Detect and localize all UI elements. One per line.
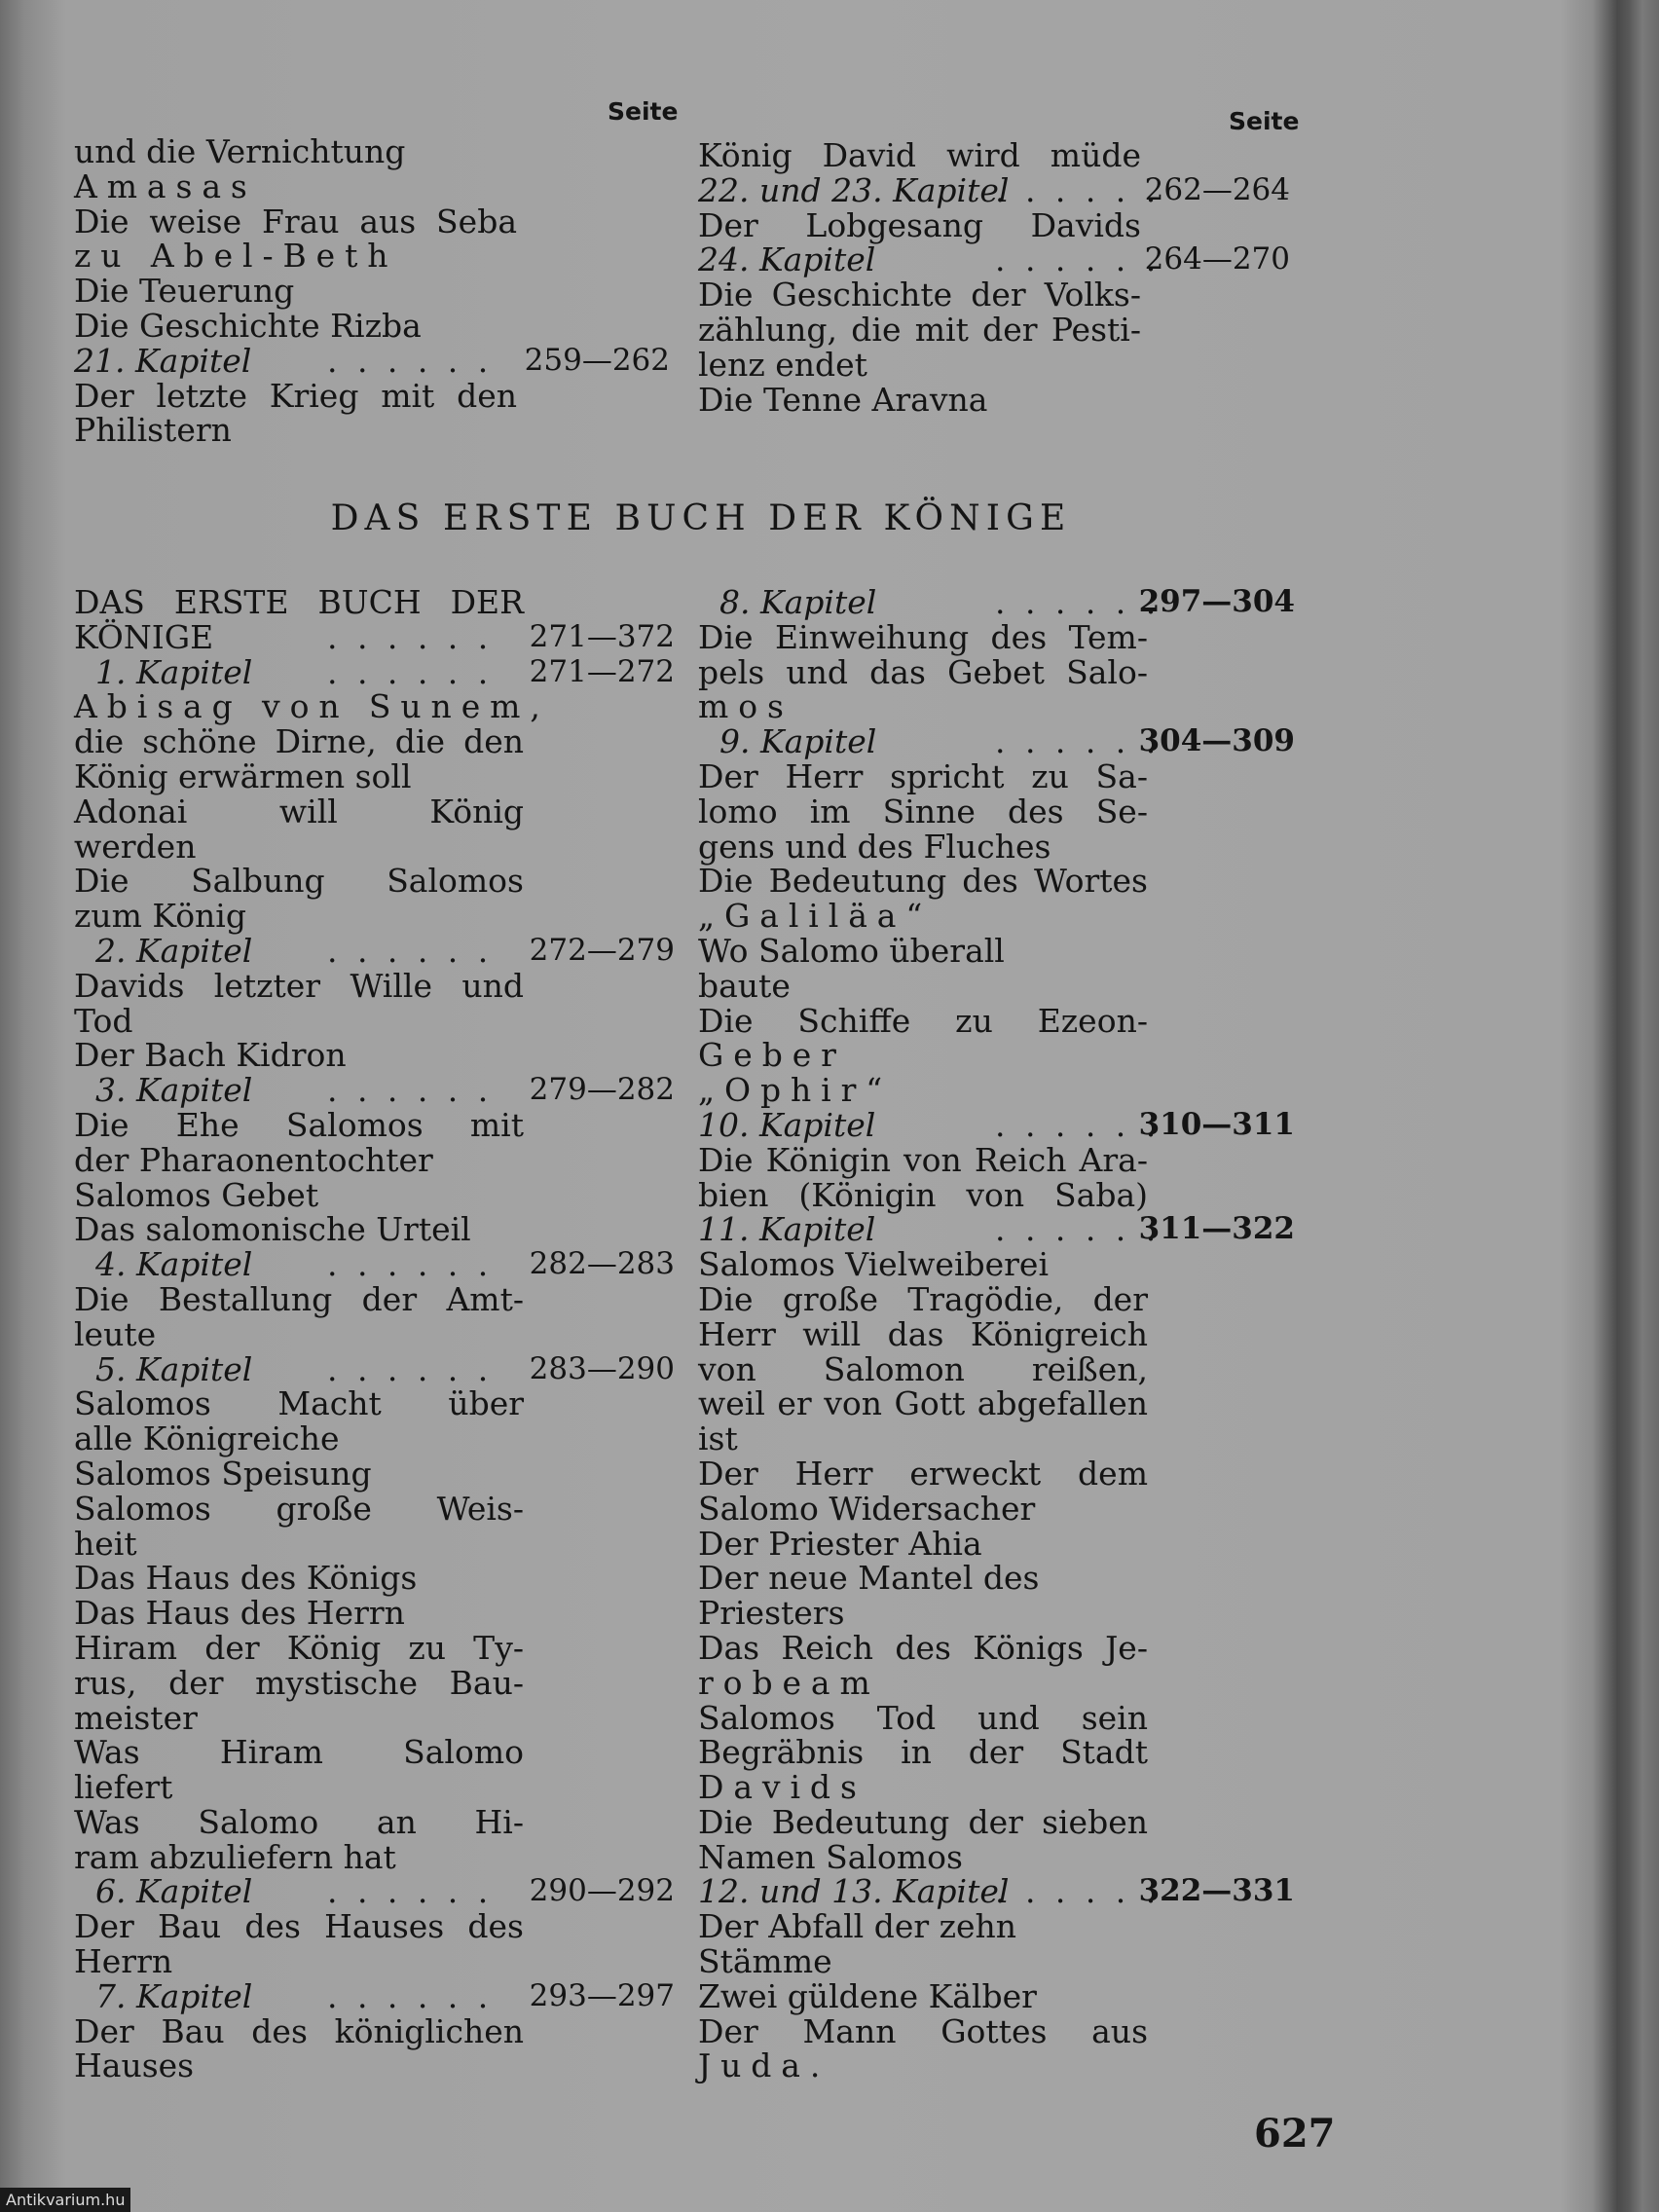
entry-text: Davids letzter Wille und [74, 966, 524, 1005]
page-range: 262—264 [1144, 171, 1290, 207]
entry-text: Die Schiffe zu Ezeon- [698, 1001, 1148, 1040]
toc-entry [698, 1175, 1295, 1214]
page-range: 290—292 [529, 1873, 675, 1909]
toc-entry [74, 1802, 675, 1841]
toc-entry [698, 827, 1295, 866]
chapter-label: 4. Kapitel [95, 1245, 253, 1284]
entry-text: Der Priester Ahia [698, 1524, 982, 1563]
toc-entry [698, 1140, 1295, 1179]
entry-text: Salomos Vielweiberei [698, 1245, 1050, 1284]
entry-text: Salomos Tod und sein [698, 1698, 1148, 1737]
entry-text: bien (Königin von Saba) [698, 1175, 1148, 1214]
toc-entry [698, 1976, 1295, 2015]
toc-entry [74, 1073, 675, 1108]
entry-text: zum König [74, 897, 246, 936]
toc-entry [698, 794, 1295, 830]
toc-entry [74, 585, 675, 620]
toc-entry [74, 1140, 675, 1179]
toc-entry [698, 345, 1290, 384]
entry-text: lomo im Sinne des Se- [698, 792, 1148, 830]
toc-entry [698, 1628, 1295, 1667]
entry-text: robeam [698, 1663, 880, 1702]
toc-entry [74, 1212, 675, 1247]
leader-dots: ...... [995, 240, 1176, 279]
toc-entry [698, 1349, 1295, 1388]
toc-entry [74, 134, 670, 169]
entry-text: Der Herr erweckt dem [698, 1454, 1148, 1493]
toc-entry [74, 1349, 675, 1388]
toc-entry [74, 166, 670, 205]
entry-text: Zwei güldene Kälber [698, 1976, 1037, 2015]
toc-entry [74, 1944, 675, 1979]
entry-text: Der Bau des Hauses des [74, 1907, 524, 1946]
entry-text: Hauses [74, 2046, 195, 2085]
toc-entry [74, 1770, 675, 1805]
toc-entry [698, 617, 1295, 656]
toc-entry [74, 617, 675, 656]
leader-dots: ...... [327, 931, 508, 970]
toc-entry [698, 1909, 1295, 1944]
toc-entry [698, 1386, 1295, 1421]
page-range: 297—304 [1138, 584, 1295, 619]
toc-entry [698, 242, 1290, 277]
entry-text: Namen Salomos [698, 1837, 963, 1876]
toc-entry [74, 1874, 675, 1909]
toc-entry [698, 1770, 1295, 1805]
toc-entry [698, 585, 1295, 620]
toc-entry [698, 724, 1295, 759]
entry-text: werden [74, 827, 197, 866]
entry-text: Die große Tragödie, der [698, 1279, 1148, 1318]
toc-entry [698, 864, 1295, 899]
entry-text: Der Bach Kidron [74, 1036, 347, 1075]
chapter-label: 9. Kapitel [719, 722, 877, 761]
toc-entry [74, 1386, 675, 1421]
page-range: 271—272 [529, 653, 675, 689]
toc-entry [74, 1976, 675, 2015]
toc-entry [698, 652, 1295, 691]
entry-text: Die Einweihung des Tem- [698, 617, 1148, 656]
toc-entry [698, 205, 1290, 244]
toc-entry [698, 1874, 1295, 1909]
toc-entry [698, 1596, 1295, 1631]
toc-entry [698, 1524, 1295, 1563]
entry-text: Davids [698, 1768, 866, 1807]
entry-text: DAS ERSTE BUCH DER [74, 583, 524, 621]
chapter-label: 6. Kapitel [95, 1872, 253, 1911]
entry-text: „Galiläa“ [698, 897, 933, 936]
toc-entry [74, 652, 675, 691]
toc-entry [74, 1038, 675, 1073]
toc-entry [698, 2011, 1295, 2050]
toc-entry [74, 1279, 675, 1318]
toc-entry [74, 1698, 675, 1737]
toc-entry [698, 2048, 1295, 2083]
chapter-label: 5. Kapitel [95, 1349, 253, 1388]
entry-text: Adonai will König [74, 792, 524, 830]
toc-entry [698, 1489, 1295, 1528]
entry-text: Herrn [74, 1942, 173, 1981]
page-range: 322—331 [1138, 1873, 1295, 1909]
entry-text: Herr will das Königreich [698, 1314, 1148, 1353]
entry-text: heit [74, 1524, 137, 1563]
toc-entry [698, 1105, 1295, 1144]
toc-entry [74, 794, 675, 830]
entry-text: Was Hiram Salomo [74, 1733, 524, 1772]
entry-text: Die Bedeutung des Wortes [698, 862, 1148, 901]
entry-text: Die Königin von Reich Ara- [698, 1140, 1148, 1179]
toc-entry [698, 1212, 1295, 1247]
page-range: 304—309 [1138, 723, 1295, 759]
toc-entry [74, 1247, 675, 1282]
toc-entry [74, 1001, 675, 1040]
toc-entry [74, 899, 675, 934]
entry-text: zählung, die mit der Pesti- [698, 310, 1141, 349]
toc-main-left-column [74, 585, 675, 2083]
chapter-label: 21. Kapitel [74, 341, 252, 380]
page-range: 259—262 [524, 342, 670, 378]
page-range: 293—297 [529, 1977, 675, 2013]
entry-text: Die Bedeutung der sieben [698, 1802, 1148, 1841]
chapter-label: 8. Kapitel [719, 583, 877, 621]
toc-entry [74, 1909, 675, 1944]
toc-entry [698, 1698, 1295, 1737]
entry-text: Der neue Mantel des [698, 1559, 1040, 1598]
toc-entry [698, 1944, 1295, 1979]
toc-entry [698, 380, 1290, 419]
toc-entry [74, 1105, 675, 1144]
entry-text: Der letzte Krieg mit den [74, 376, 517, 415]
toc-entry [74, 1663, 675, 1702]
toc-entry [698, 931, 1295, 970]
entry-text: Die Geschichte der Volks- [698, 276, 1141, 314]
toc-entry [698, 170, 1290, 209]
toc-entry [698, 966, 1295, 1005]
entry-text: ist [698, 1419, 738, 1458]
entry-text: Das salomonische Urteil [74, 1210, 471, 1249]
entry-text: „Ophir“ [698, 1071, 893, 1110]
toc-entry [74, 341, 670, 380]
entry-text: Das Haus des Herrn [74, 1594, 405, 1633]
toc-main-right-column [698, 585, 1295, 2083]
toc-entry [74, 756, 675, 795]
entry-text: Philistern [74, 411, 232, 450]
seite-label-right: Seite [1229, 107, 1300, 135]
leader-dots: ...... [327, 1349, 508, 1388]
toc-entry [698, 1073, 1295, 1108]
toc-entry [74, 306, 670, 345]
entry-text: Die Tenne Aravna [698, 380, 988, 419]
entry-text: Die weise Frau aus Seba [74, 202, 517, 240]
entry-text: Die Ehe Salomos mit [74, 1105, 524, 1144]
entry-text: Priesters [698, 1594, 845, 1633]
leader-dots: ...... [995, 1872, 1176, 1911]
entry-text: der Pharaonentochter [74, 1140, 433, 1179]
entry-text: Juda. [698, 2046, 830, 2085]
chapter-label: 7. Kapitel [95, 1976, 253, 2015]
entry-text: pels und das Gebet Salo- [698, 652, 1148, 691]
entry-text: Abisag von Sunem, [74, 687, 550, 726]
chapter-label: 10. Kapitel [698, 1105, 876, 1144]
toc-entry [698, 1001, 1295, 1040]
toc-entry [698, 1421, 1295, 1456]
section-title: DAS ERSTE BUCH DER KÖNIGE [330, 498, 1072, 538]
entry-text: Wo Salomo überall [698, 931, 1005, 970]
entry-text: die schöne Dirne, die den [74, 722, 524, 761]
watermark: Antikvarium.hu [0, 2188, 130, 2212]
toc-entry [74, 376, 670, 415]
entry-text: Die Salbung Salomos [74, 862, 524, 901]
chapter-label: 12. und 13. Kapitel [698, 1872, 1010, 1911]
entry-text: Die Bestallung der Amt- [74, 1279, 524, 1318]
entry-text: König erwärmen soll [74, 756, 412, 795]
leader-dots: ...... [327, 1976, 508, 2015]
toc-entry [74, 724, 675, 759]
toc-entry [698, 1456, 1295, 1492]
toc-entry [74, 1314, 675, 1353]
toc-entry [698, 277, 1290, 313]
entry-text: Der Bau des königlichen [74, 2011, 524, 2050]
toc-entry [698, 1038, 1295, 1073]
entry-text: Begräbnis in der Stadt [698, 1733, 1148, 1772]
toc-entry [74, 1489, 675, 1528]
leader-dots: ...... [327, 617, 508, 656]
entry-text: Das Haus des Königs [74, 1559, 418, 1598]
entry-text: KÖNIGE [74, 617, 214, 656]
page-range: 283—290 [529, 1350, 675, 1386]
entry-text: leute [74, 1314, 157, 1353]
toc-entry [74, 413, 670, 448]
toc-entry [698, 899, 1295, 934]
toc-entry [74, 1837, 675, 1876]
entry-text: Der Mann Gottes aus [698, 2011, 1148, 2050]
toc-entry [74, 204, 670, 240]
page-range: 310—311 [1138, 1106, 1295, 1142]
chapter-label: 1. Kapitel [95, 652, 253, 691]
page-number: 627 [1254, 2111, 1336, 2157]
toc-entry [698, 756, 1295, 795]
toc-top-left-column [74, 134, 670, 448]
entry-text: zu Abel-Beth [74, 237, 398, 276]
leader-dots: ...... [995, 722, 1176, 761]
entry-text: gens und des Fluches [698, 827, 1051, 866]
entry-text: liefert [74, 1768, 173, 1807]
entry-text: Der Abfall der zehn [698, 1907, 1017, 1946]
toc-entry [74, 864, 675, 899]
toc-entry [698, 1837, 1295, 1876]
toc-entry [74, 1735, 675, 1770]
leader-dots: ...... [327, 341, 508, 380]
page-range: 272—279 [529, 932, 675, 968]
toc-entry [698, 1314, 1295, 1353]
entry-text: Die Geschichte Rizba [74, 306, 422, 345]
entry-text: rus, der mystische Bau- [74, 1663, 524, 1702]
entry-text: weil er von Gott abgefallen [698, 1384, 1148, 1423]
entry-text: König David wird müde [698, 136, 1141, 174]
toc-entry [74, 1524, 675, 1563]
entry-text: Der Lobgesang Davids [698, 205, 1141, 244]
toc-entry [698, 1802, 1295, 1841]
entry-text: Die Teuerung [74, 272, 295, 311]
entry-text: und die Vernichtung [74, 132, 406, 170]
toc-entry [74, 239, 670, 274]
page-range: 271—372 [529, 618, 675, 654]
entry-text: Salomos Speisung [74, 1454, 372, 1493]
entry-text: Was Salomo an Hi- [74, 1802, 524, 1841]
chapter-label: 22. und 23. Kapitel [698, 170, 1010, 209]
chapter-label: 3. Kapitel [95, 1071, 253, 1110]
toc-entry [74, 689, 675, 724]
entry-text: Geber [698, 1036, 846, 1075]
page-range: 264—270 [1144, 241, 1290, 277]
entry-text: Tod [74, 1001, 133, 1040]
toc-entry [698, 1279, 1295, 1318]
entry-text: mos [698, 687, 793, 726]
toc-entry [698, 689, 1295, 724]
toc-entry [74, 1596, 675, 1631]
entry-text: Salomos Gebet [74, 1175, 319, 1214]
entry-text: Stämme [698, 1942, 832, 1981]
toc-entry [74, 827, 675, 866]
leader-dots: ...... [995, 1105, 1176, 1144]
leader-dots: ...... [327, 1872, 508, 1911]
toc-entry [74, 966, 675, 1005]
leader-dots: ...... [327, 1071, 508, 1110]
entry-text: alle Königreiche [74, 1419, 340, 1458]
page-range: 311—322 [1138, 1211, 1295, 1247]
entry-text: Amasas [74, 166, 257, 205]
entry-text: Der Herr spricht zu Sa- [698, 756, 1148, 795]
toc-entry [698, 1561, 1295, 1596]
entry-text: Salomos Macht über [74, 1384, 524, 1423]
chapter-label: 24. Kapitel [698, 240, 876, 279]
toc-entry [74, 1456, 675, 1492]
chapter-label: 11. Kapitel [698, 1210, 876, 1249]
toc-entry [74, 1628, 675, 1667]
toc-entry [698, 1247, 1295, 1282]
leader-dots: ...... [995, 170, 1176, 209]
entry-text: Salomo Widersacher [698, 1489, 1036, 1528]
page-range: 279—282 [529, 1072, 675, 1108]
entry-text: Salomos große Weis- [74, 1489, 524, 1528]
toc-entry [698, 1663, 1295, 1702]
toc-entry [74, 274, 670, 309]
entry-text: ram abzuliefern hat [74, 1837, 396, 1876]
leader-dots: ...... [327, 1245, 508, 1284]
chapter-label: 2. Kapitel [95, 931, 253, 970]
toc-top-right-column [698, 138, 1290, 417]
entry-text: meister [74, 1698, 198, 1737]
seite-label-left: Seite [608, 97, 679, 126]
toc-entry [74, 1561, 675, 1596]
entry-text: Das Reich des Königs Je- [698, 1628, 1148, 1667]
entry-text: Hiram der König zu Ty- [74, 1628, 524, 1667]
toc-entry [74, 2011, 675, 2050]
toc-entry [74, 1421, 675, 1456]
entry-text: lenz endet [698, 345, 867, 384]
toc-entry [74, 931, 675, 970]
leader-dots: ...... [995, 1210, 1176, 1249]
toc-entry [698, 1735, 1295, 1770]
entry-text: von Salomon reißen, [698, 1349, 1148, 1388]
toc-entry [74, 2048, 675, 2083]
leader-dots: ...... [327, 652, 508, 691]
leader-dots: ...... [995, 583, 1176, 621]
entry-text: baute [698, 966, 791, 1005]
toc-entry [698, 138, 1290, 173]
toc-entry [698, 310, 1290, 349]
toc-entry [74, 1175, 675, 1214]
page-range: 282—283 [529, 1246, 675, 1282]
